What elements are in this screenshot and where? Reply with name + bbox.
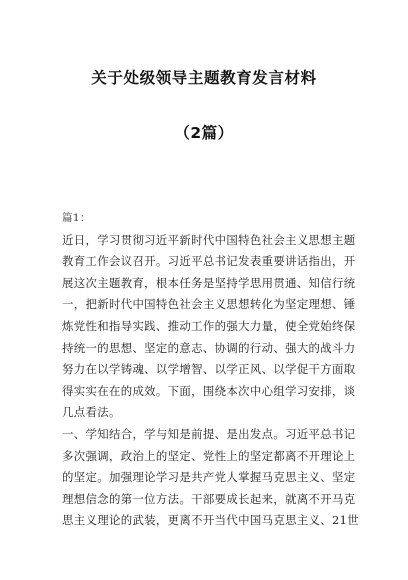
body-line: 教育工作会议召开。习近平总书记发表重要讲话指出，开 [62, 254, 356, 269]
body-line: 思主义理论的武装，更离不开当代中国马克思主义、21世 [62, 513, 359, 528]
body-line: 努力在以学铸魂、以学增智、以学正风、以学促干方面取 [62, 362, 356, 377]
document-title: 关于处级领导主题教育发言材料 [91, 69, 317, 87]
body-line: 理想信念的第一位方法。干部要成长起来，就离不开马克 [62, 491, 356, 506]
body-line: 得实实在在的成效。下面，围绕本次中心组学习安排，谈 [62, 383, 356, 398]
body-line: 几点看法。 [62, 405, 121, 420]
body-line: 展这次主题教育，根本任务是坚持学思用贯通、知信行统 [62, 275, 356, 290]
body-line: 炼党性和指导实践、推动工作的强大力量，使全党始终保 [62, 318, 356, 333]
body-line: 的坚定。加强理论学习是共产党人掌握马克思主义、坚定 [62, 470, 356, 485]
section-label: 篇1： [62, 212, 91, 224]
body-line: 一，把新时代中国特色社会主义思想转化为坚定理想、锤 [62, 297, 356, 312]
document-body [62, 208, 359, 532]
document-subtitle: （2篇） [174, 124, 234, 142]
body-line: 多次强调，政治上的坚定、党性上的坚定都离不开理论上 [62, 448, 356, 463]
body-line: 一、学知结合，学与知是前提、是出发点。习近平总书记 [62, 426, 356, 441]
body-line: 近日，学习贯彻习近平新时代中国特色社会主义思想主题 [62, 232, 356, 247]
body-line: 持统一的思想、坚定的意志、协调的行动、强大的战斗力 [62, 340, 356, 355]
